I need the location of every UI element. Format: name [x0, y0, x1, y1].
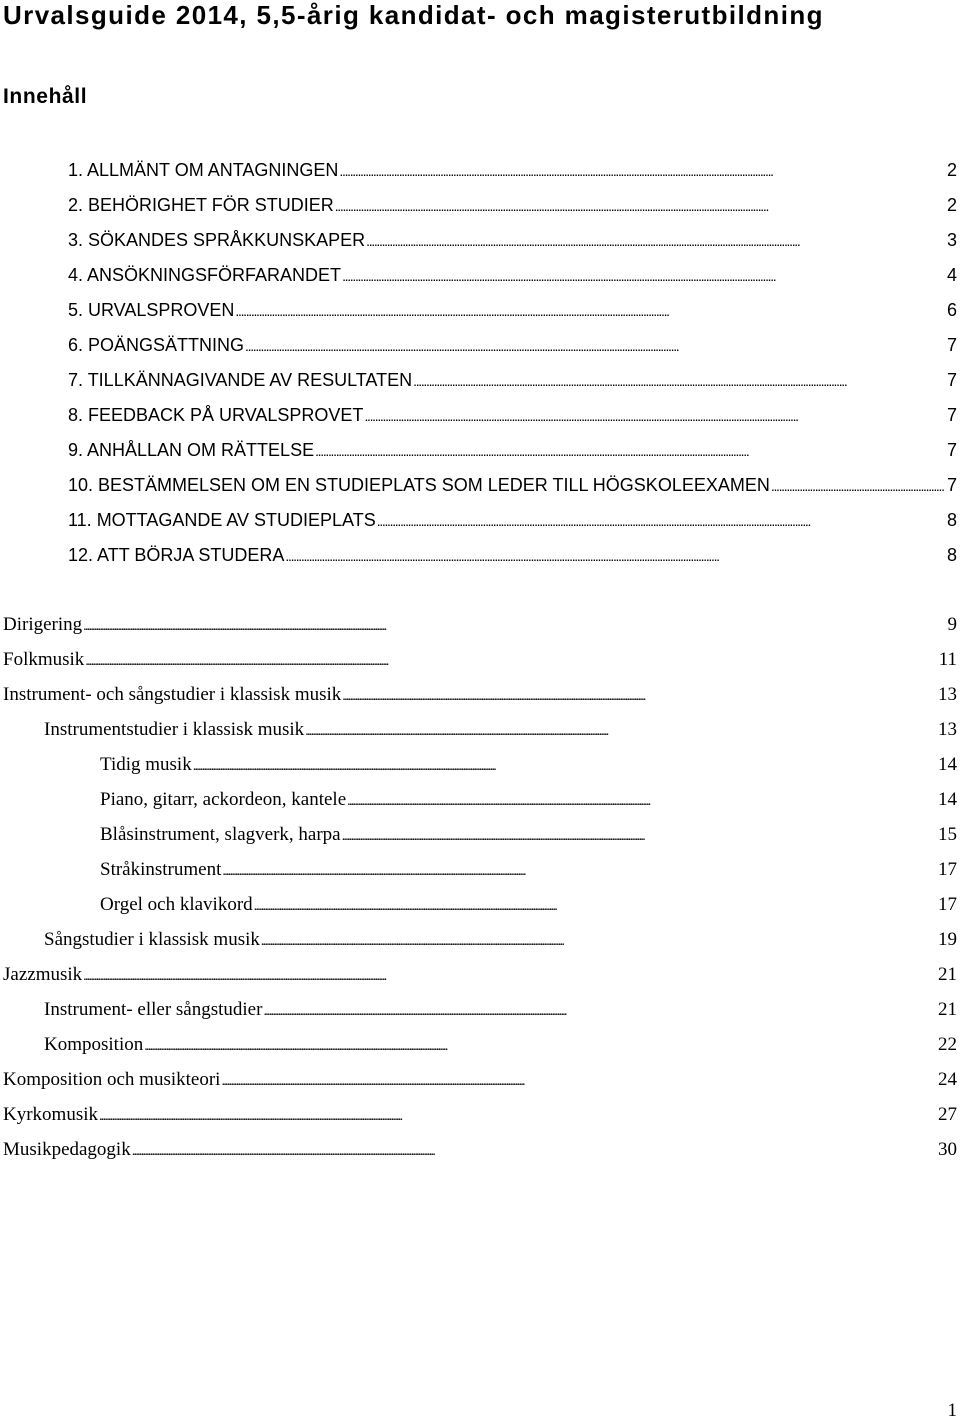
toc-page-number: 27 [938, 1104, 957, 1125]
toc-entry-text: 3. SÖKANDES SPRÅKKUNSKAPER [68, 230, 366, 250]
toc-page-number: 7 [946, 475, 957, 495]
toc-entry[interactable] [68, 541, 957, 569]
toc-entry-text: 9. ANHÅLLAN OM RÄTTELSE [68, 440, 315, 460]
toc-page-number: 14 [938, 789, 957, 810]
toc-entry[interactable] [68, 191, 957, 219]
dot-leader [413, 366, 944, 395]
toc-entry[interactable] [68, 436, 957, 464]
toc-entry[interactable] [68, 506, 957, 534]
page-number: 1 [947, 1400, 957, 1421]
dot-leader [83, 961, 935, 991]
dot-leader [364, 401, 944, 430]
toc-entry[interactable] [44, 716, 957, 744]
toc-entry[interactable] [68, 471, 957, 499]
toc-page-number: 7 [946, 440, 957, 460]
toc-entry-text: Stråkinstrument [100, 859, 222, 880]
toc-entry[interactable] [68, 331, 957, 359]
toc-entry[interactable] [68, 226, 957, 254]
dot-leader [285, 541, 944, 570]
toc-page-number: 7 [946, 405, 957, 425]
dot-leader [193, 751, 935, 781]
toc-entry-text: Instrument- och sångstudier i klassisk musik [3, 684, 342, 705]
dot-leader [254, 891, 935, 921]
toc-entry-text: Sångstudier i klassisk musik [44, 929, 260, 950]
toc-entry-text: 12. ATT BÖRJA STUDERA [68, 545, 285, 565]
toc-page-number: 15 [938, 824, 957, 845]
toc-page-number: 24 [938, 1069, 957, 1090]
toc-entry-text: Jazzmusik [3, 964, 83, 985]
toc-entry[interactable] [3, 611, 957, 639]
dot-leader [342, 821, 935, 851]
toc-entry-text: 4. ANSÖKNINGSFÖRFARANDET [68, 265, 342, 285]
toc-entry-text: Instrumentstudier i klassisk musik [44, 719, 305, 740]
toc-entry-text: 6. POÄNGSÄTTNING [68, 335, 245, 355]
toc-entry-text: 5. URVALSPROVEN [68, 300, 235, 320]
dot-leader [222, 856, 935, 886]
toc-page-number: 7 [946, 370, 957, 390]
toc-entry[interactable] [100, 856, 957, 884]
toc-page-number: 8 [946, 510, 957, 530]
toc-entry-text: Orgel och klavikord [100, 894, 253, 915]
toc-entry[interactable] [100, 891, 957, 919]
toc-entry[interactable] [3, 961, 957, 989]
dot-leader [263, 996, 935, 1026]
toc-entry-text: 7. TILLKÄNNAGIVANDE AV RESULTATEN [68, 370, 413, 390]
toc-entry-text: 10. BESTÄMMELSEN OM EN STUDIEPLATS SOM LEDER TILL HÖGSKOLEEXAMEN [68, 475, 770, 495]
toc-entry-text: Kyrkomusik [3, 1104, 98, 1125]
toc-entry[interactable] [68, 156, 957, 184]
toc-page-number: 6 [946, 300, 957, 320]
toc-entry-text: Musikpedagogik [3, 1139, 131, 1160]
toc-entry[interactable] [3, 681, 957, 709]
toc-entry-text: Blåsinstrument, slagverk, harpa [100, 824, 341, 845]
toc-entry[interactable] [3, 1136, 957, 1164]
dot-leader [221, 1066, 935, 1096]
toc-page-number: 22 [938, 1034, 957, 1055]
toc-entry[interactable] [100, 821, 957, 849]
toc-page-number: 3 [946, 230, 957, 250]
toc-entry-text: 1. ALLMÄNT OM ANTAGNINGEN [68, 160, 339, 180]
dot-leader [347, 786, 935, 816]
toc-entry-text: Komposition och musikteori [3, 1069, 221, 1090]
toc-page-number: 30 [938, 1139, 957, 1160]
toc-entry-text: Instrument- eller sångstudier [44, 999, 263, 1020]
toc-entry[interactable] [44, 926, 957, 954]
toc-page-number: 8 [946, 545, 957, 565]
dot-leader [305, 716, 935, 746]
dot-leader [366, 226, 944, 255]
dot-leader [235, 296, 944, 325]
toc-page-number: 13 [938, 719, 957, 740]
dot-leader [99, 1101, 935, 1131]
toc-page-number: 9 [947, 614, 957, 635]
toc-entry-text: Komposition [44, 1034, 144, 1055]
toc-entry[interactable] [3, 1101, 957, 1129]
toc-entry[interactable] [68, 296, 957, 324]
dot-leader [315, 436, 944, 465]
toc-page-number: 21 [938, 999, 957, 1020]
dot-leader [83, 611, 944, 641]
toc-page-number: 14 [938, 754, 957, 775]
toc-entry[interactable] [44, 996, 957, 1024]
dot-leader [342, 681, 935, 711]
toc-entry-text: Tidig musik [100, 754, 192, 775]
toc-entry-text: Dirigering [3, 614, 83, 635]
toc-page-number: 2 [946, 195, 957, 215]
dot-leader [771, 471, 944, 500]
dot-leader [85, 646, 935, 676]
toc-entry[interactable] [68, 366, 957, 394]
toc-entry-text: Folkmusik [3, 649, 85, 670]
toc-page-number: 13 [938, 684, 957, 705]
toc-page-number: 17 [938, 859, 957, 880]
toc-entry-text: 2. BEHÖRIGHET FÖR STUDIER [68, 195, 334, 215]
toc-entry[interactable] [100, 751, 957, 779]
toc-page-number: 17 [938, 894, 957, 915]
toc-entry[interactable] [44, 1031, 957, 1059]
dot-leader [261, 926, 935, 956]
dot-leader [339, 156, 944, 185]
dot-leader [377, 506, 944, 535]
toc-entry[interactable] [68, 401, 957, 429]
toc-entry[interactable] [3, 646, 957, 674]
toc-page-number: 21 [938, 964, 957, 985]
document-title: Urvalsguide 2014, 5,5-årig kandidat- och magisterutbildning [3, 0, 824, 30]
toc-entry[interactable] [100, 786, 957, 814]
dot-leader [132, 1136, 935, 1166]
toc-entry[interactable] [3, 1066, 957, 1094]
toc-page-number: 4 [946, 265, 957, 285]
toc-page-number: 7 [946, 335, 957, 355]
dot-leader [245, 331, 944, 360]
toc-page-number: 2 [946, 160, 957, 180]
toc-entry[interactable] [68, 261, 957, 289]
dot-leader [144, 1031, 935, 1061]
toc-entry-text: 11. MOTTAGANDE AV STUDIEPLATS [68, 510, 376, 530]
toc-entry-text: Piano, gitarr, ackordeon, kantele [100, 789, 347, 810]
toc-heading: Innehåll [3, 85, 88, 108]
toc-page-number: 11 [938, 649, 957, 670]
toc-entry-text: 8. FEEDBACK PÅ URVALSPROVET [68, 405, 364, 425]
dot-leader [342, 261, 944, 290]
dot-leader [335, 191, 944, 220]
toc-page-number: 19 [938, 929, 957, 950]
